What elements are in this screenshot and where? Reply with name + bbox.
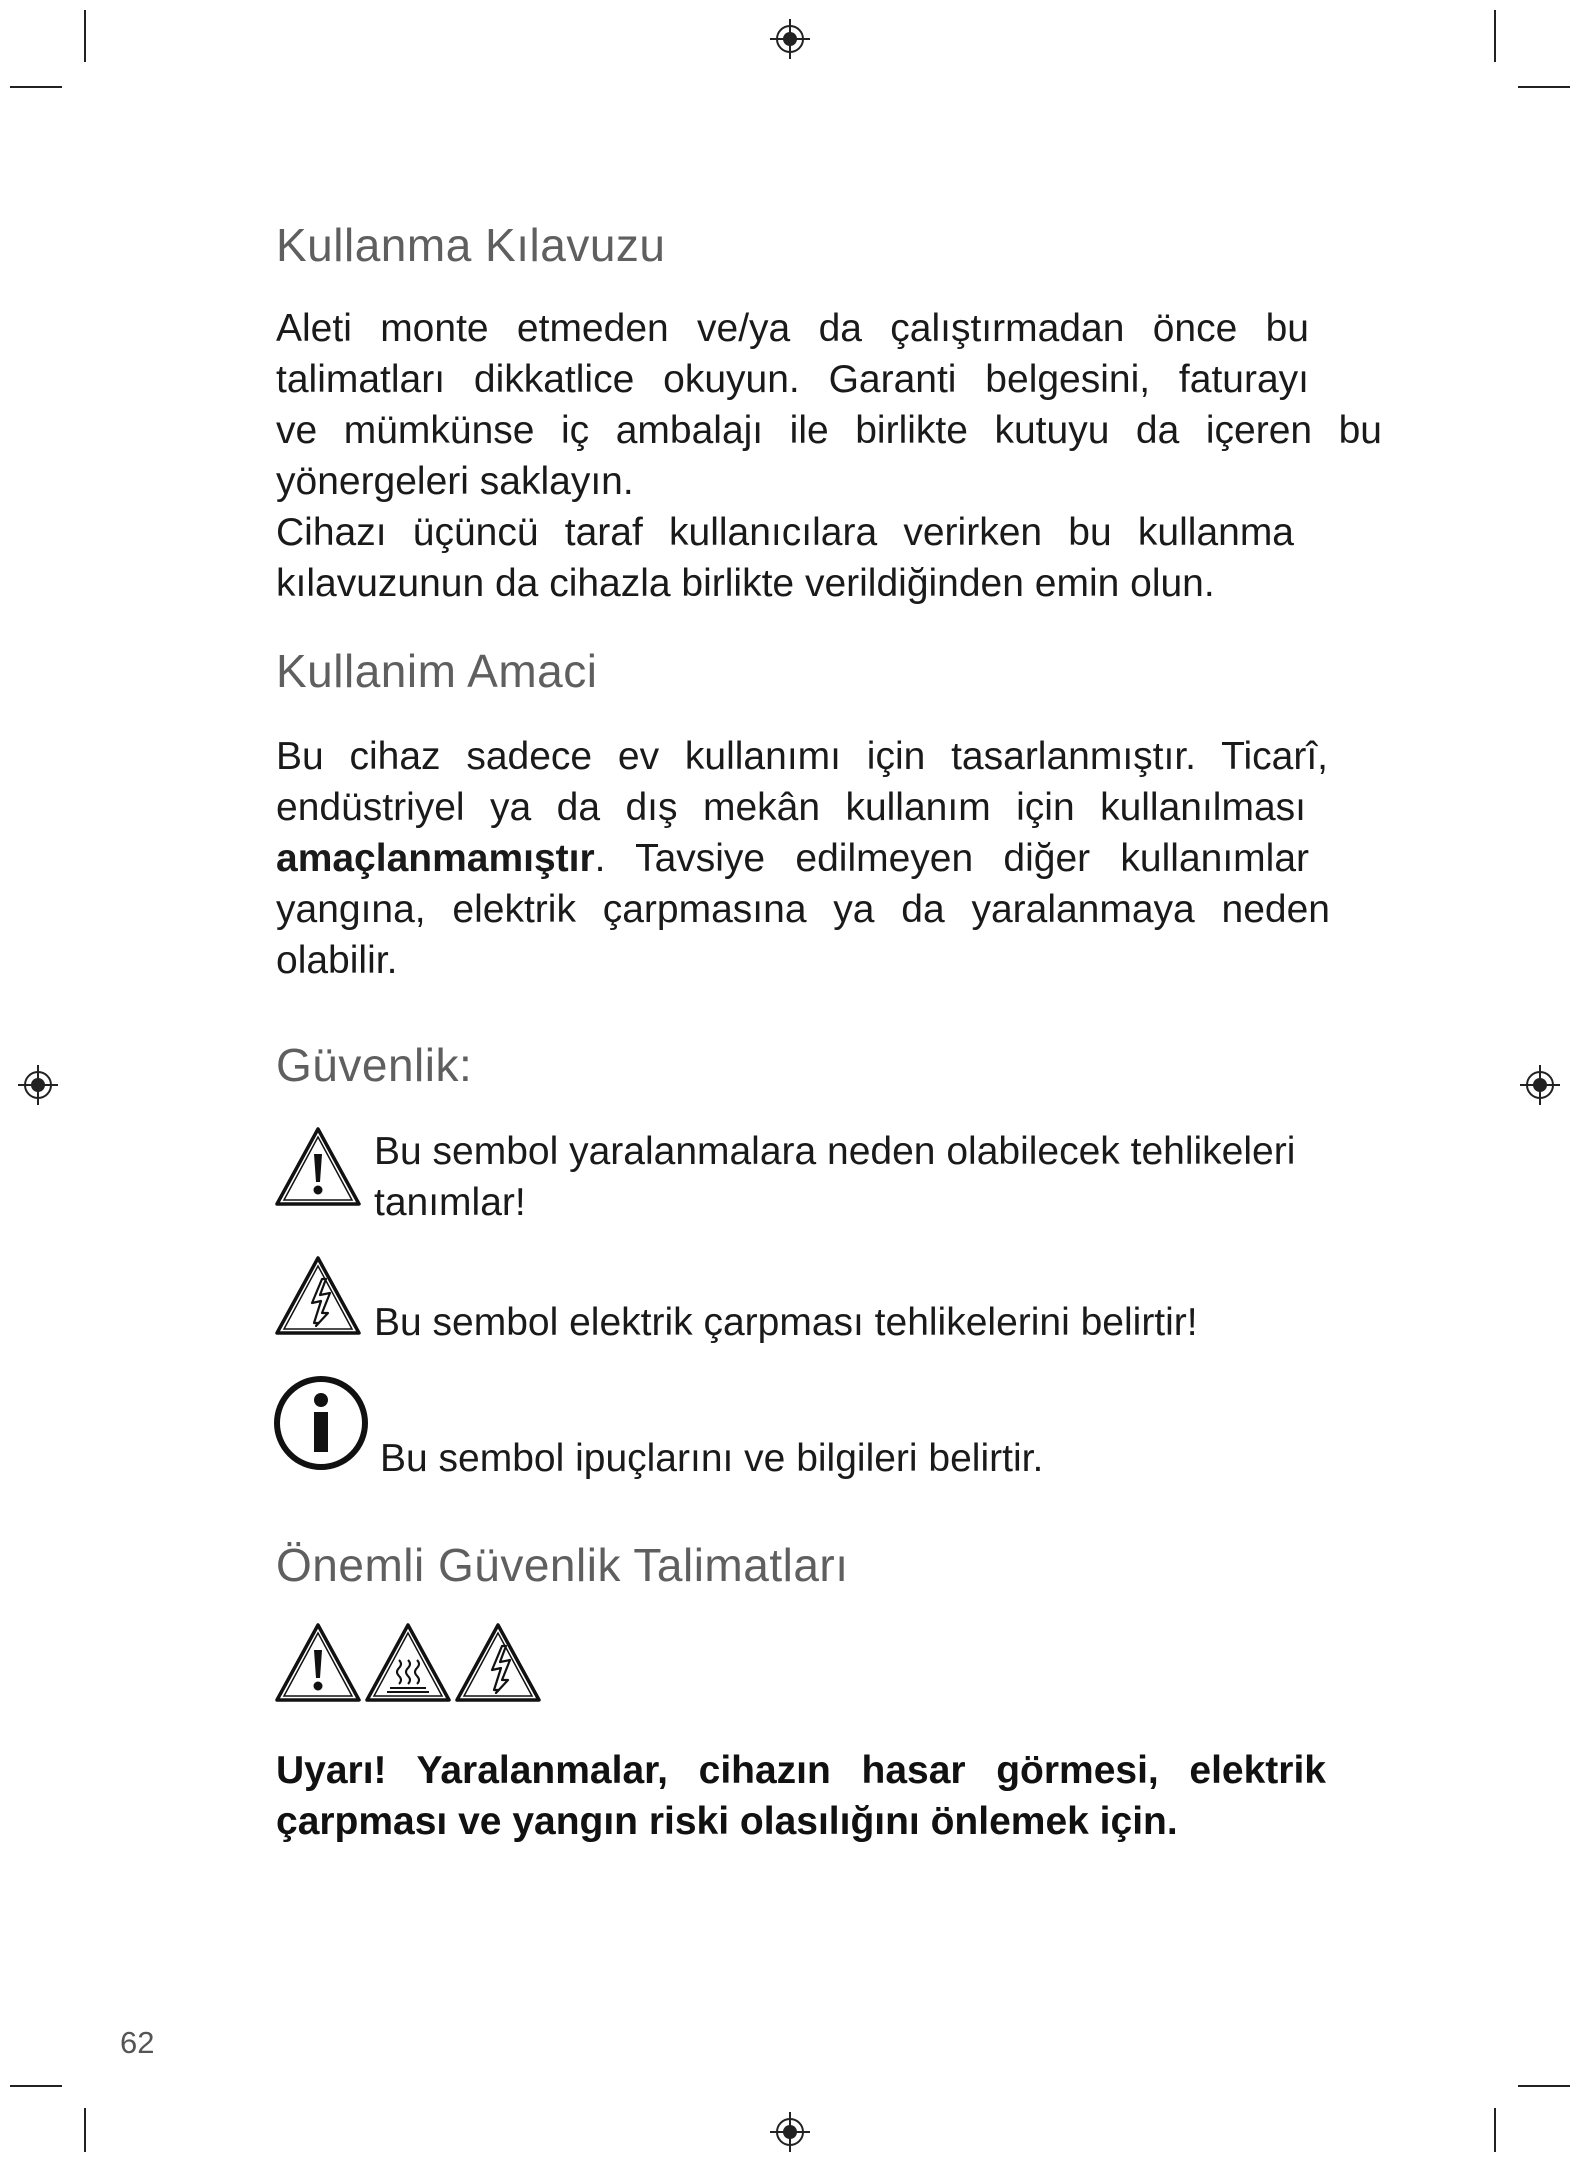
symbol-description <box>380 1433 1043 1484</box>
electric-shock-icon <box>452 1620 544 1706</box>
text-line: Bu sembol elektrik çarpması tehlikelerini belirtir! <box>374 1301 1198 1344</box>
heading-kullanim-amaci: Kullanim Amaci <box>276 645 598 697</box>
symbol-description <box>374 1297 1198 1348</box>
text-line: kılavuzunun da cihazla birlikte verildiğinden emin olun. <box>276 562 1215 605</box>
warning-statement <box>276 1745 1326 1847</box>
text-line: tanımlar! <box>374 1181 526 1224</box>
text-line: yönergeleri saklayın. <box>276 460 634 503</box>
text-line: çarpması ve yangın riski olasılığını önlemek için. <box>276 1800 1178 1843</box>
registration-mark-top <box>768 17 812 61</box>
text-line: Bu sembol yaralanmalara neden olabilecek tehlikeleri <box>374 1130 1296 1173</box>
registration-mark-left <box>16 1063 60 1107</box>
text-line: endüstriyel ya da dış mekân kullanım için kullanılması <box>276 786 1306 829</box>
text-line: Uyarı! Yaralanmalar, cihazın hasar görmesi, elektrik <box>276 1749 1326 1792</box>
page-number: 62 <box>120 2025 155 2060</box>
warning-exclamation-icon <box>272 1620 364 1706</box>
heading-kullanma-kilavuzu: Kullanma Kılavuzu <box>276 219 666 271</box>
hot-surface-icon <box>362 1620 454 1706</box>
text-line: Bu cihaz sadece ev kullanımı için tasarlanmıştır. Ticarî, <box>276 735 1328 778</box>
text-line <box>276 833 1309 884</box>
paragraph-kullanim-amaci <box>276 731 1336 986</box>
text-line: Cihazı üçüncü taraf kullanıcılara verirken bu kullanma <box>276 511 1294 554</box>
text-line: yangına, elektrik çarpmasına ya da yaralanmaya neden <box>276 888 1330 931</box>
heading-guvenlik: Güvenlik: <box>276 1039 473 1091</box>
registration-mark-right <box>1518 1063 1562 1107</box>
electric-shock-icon <box>272 1253 364 1339</box>
text-line: Aleti monte etmeden ve/ya da çalıştırmadan önce bu <box>276 307 1309 350</box>
text-line: ve mümkünse iç ambalajı ile birlikte kutuyu da içeren bu <box>276 409 1382 452</box>
warning-exclamation-icon <box>272 1124 364 1210</box>
registration-mark-bottom <box>768 2110 812 2154</box>
info-icon <box>272 1374 370 1472</box>
symbol-description <box>374 1126 1295 1228</box>
text-line: Bu sembol ipuçlarını ve bilgileri belirtir. <box>380 1437 1044 1480</box>
paragraph-kullanma-kilavuzu <box>276 303 1382 609</box>
text-line: talimatları dikkatlice okuyun. Garanti belgesini, faturayı <box>276 358 1309 401</box>
text-fragment: . Tavsiye edilmeyen diğer kullanımlar <box>594 837 1309 880</box>
text-line: olabilir. <box>276 939 398 982</box>
bold-term: amaçlanmamıştır <box>276 837 595 880</box>
heading-onemli-guvenlik-talimatlari: Önemli Güvenlik Talimatları <box>276 1539 849 1591</box>
